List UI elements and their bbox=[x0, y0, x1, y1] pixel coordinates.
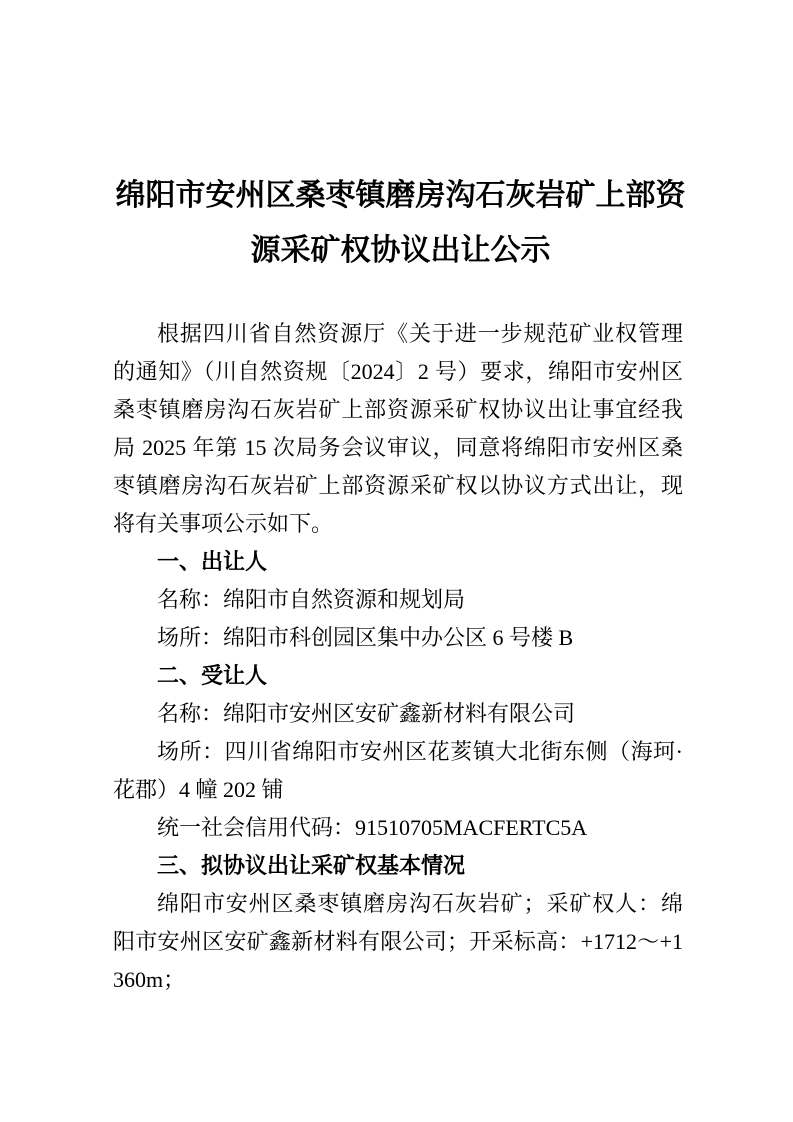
section-1-heading: 一、出让人 bbox=[157, 549, 268, 574]
section-1-name-line: 名称：绵阳市自然资源和规划局 bbox=[157, 587, 466, 612]
section-3-mine-info-paragraph: 绵阳市安州区桑枣镇磨房沟石灰岩矿；采矿权人：绵阳市安州区安矿鑫新材料有限公司；开采标高：+1712～+1360m； bbox=[113, 891, 683, 992]
section-2-address-line: 场所：四川省绵阳市安州区花荄镇大北街东侧（海珂·花郡）4 幢 202 铺 bbox=[113, 739, 683, 802]
section-3-heading: 三、拟协议出让采矿权基本情况 bbox=[157, 853, 466, 878]
section-1-address-line: 场所：绵阳市科创园区集中办公区 6 号楼 B bbox=[157, 625, 574, 650]
document-title: 绵阳市安州区桑枣镇磨房沟石灰岩矿上部资源采矿权协议出让公示 bbox=[115, 179, 686, 267]
section-2-credit-code-line: 统一社会信用代码：91510705MACFERTC5A bbox=[157, 815, 588, 840]
intro-paragraph: 根据四川省自然资源厅《关于进一步规范矿业权管理的通知》（川自然资规〔2024〕2 号）要求，绵阳市安州区桑枣镇磨房沟石灰岩矿上部资源采矿权协议出让事宜经我局 2025 年第 15 次局务会议审议，同意将绵阳市安州区桑枣镇磨房沟石灰岩矿上部资源采矿权以协议方式出让，现将有关事项公示如下。 bbox=[113, 321, 683, 536]
section-2-heading: 二、受让人 bbox=[157, 663, 268, 688]
section-2-name-line: 名称：绵阳市安州区安矿鑫新材料有限公司 bbox=[157, 701, 576, 726]
